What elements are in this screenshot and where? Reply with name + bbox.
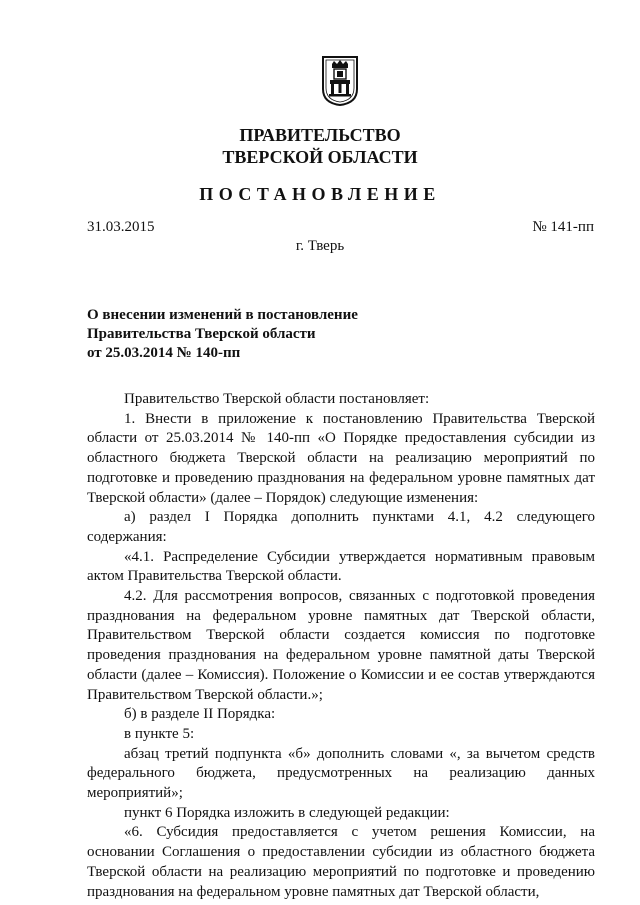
paragraph-4-2: 4.2. Для рассмотрения вопросов, связанных с подготовкой проведения празднования на федеральном уровне памятных дат Тверской области, Правительством Тверской области создается комиссия по подготовке проведения празднования на федеральном уровне памятной даты Тверской области (далее – Комиссия). Положение о Комиссии и ее состав утверждаются Правительством Тверской области.»; [87, 588, 595, 703]
document-number: № 141-пп [532, 219, 594, 235]
document-body [87, 390, 595, 902]
paragraph-point-6: «6. Субсидия предоставляется с учетом решения Комиссии, на основании Соглашения о предоставлении субсидии из областного бюджета Тверской области на реализацию мероприятий по подготовке и проведению празднования на федеральном уровне памятных дат Тверской области, [87, 824, 595, 900]
paragraph-preamble: Правительство Тверской области постановляет: [124, 391, 430, 407]
government-title-line2: ТВЕРСКОЙ ОБЛАСТИ [222, 147, 418, 167]
document-type: ПОСТАНОВЛЕНИЕ [199, 184, 441, 204]
paragraph-4-1: «4.1. Распределение Субсидии утверждается нормативным правовым актом Правительства Тверской области. [87, 548, 595, 585]
paragraph-item-a: а) раздел I Порядка дополнить пунктами 4.1, 4.2 следующего содержания: [87, 509, 595, 545]
tver-coat-of-arms-icon [321, 55, 359, 107]
subject-line2: Правительства Тверской области [87, 326, 316, 342]
subject-line1: О внесении изменений в постановление [87, 307, 358, 323]
government-title-line1: ПРАВИТЕЛЬСТВО [239, 125, 401, 145]
document-date: 31.03.2015 [87, 219, 155, 235]
document-city: г. Тверь [295, 238, 345, 254]
paragraph-subpoint-b: абзац третий подпункта «б» дополнить словами «, за вычетом средств федерального бюджета, предусмотренных на реализацию данных мероприятий»; [87, 745, 595, 802]
document-subject [87, 306, 358, 363]
paragraph-item-b: б) в разделе II Порядка: [124, 706, 276, 723]
paragraph-item-1: 1. Внести в приложение к постановлению Правительства Тверской области от 25.03.2014 № 140-пп «О Порядке предоставления субсидии из областного бюджета Тверской области на реализацию мероприятий по подготовке и проведению празднования на федеральном уровне памятных дат Тверской области» (далее – Порядок) следующие изменения: [87, 410, 595, 506]
paragraph-point-5: в пункте 5: [124, 725, 195, 742]
paragraph-point-6-intro: пункт 6 Порядка изложить в следующей редакции: [124, 804, 450, 821]
subject-line3: от 25.03.2014 № 140-пп [87, 345, 241, 361]
